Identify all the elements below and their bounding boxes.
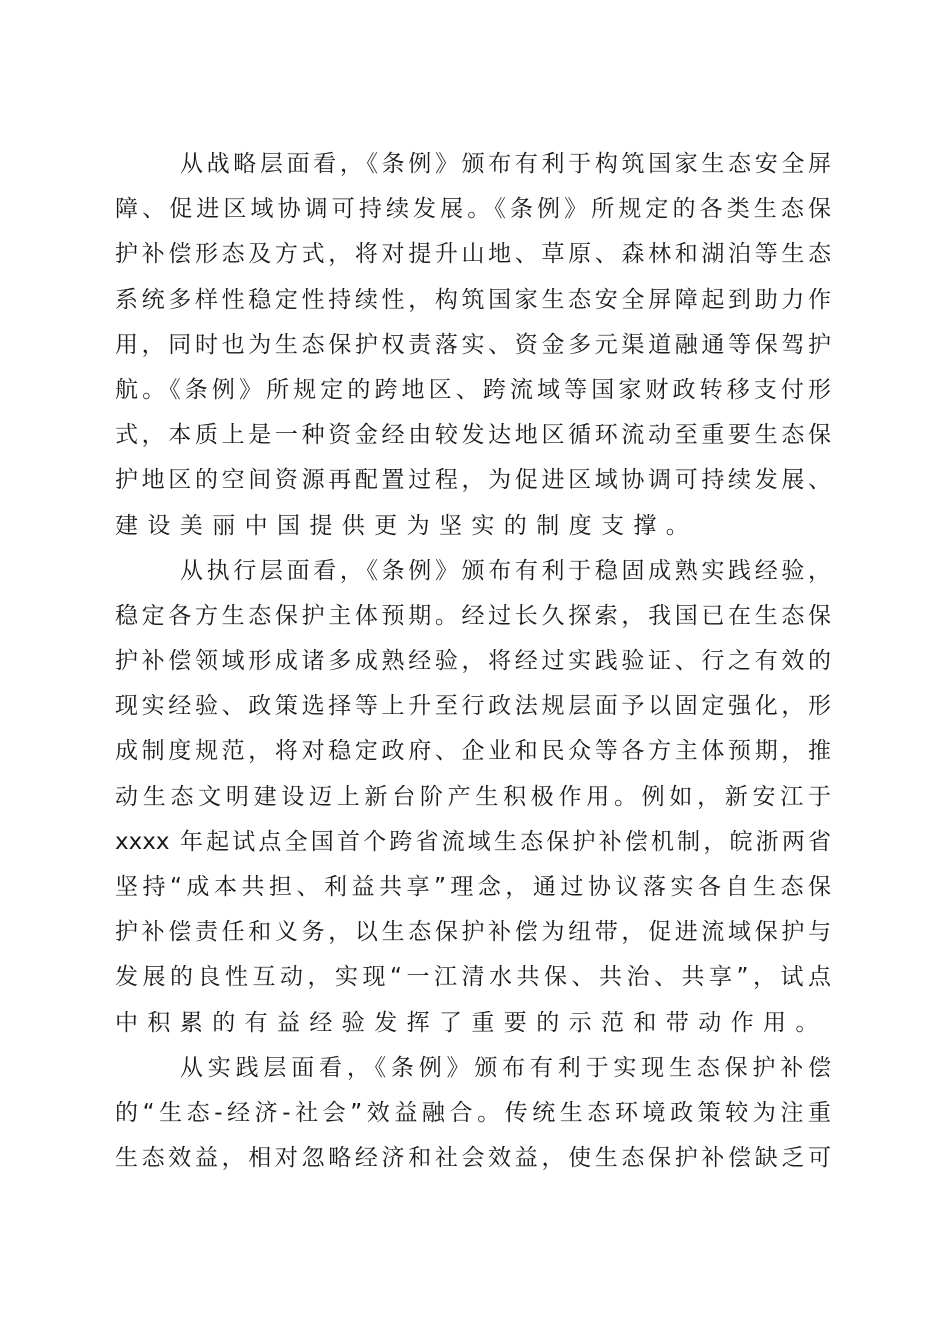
text-line: 从执行层面看，《条例》颁布有利于稳固成熟实践经验，: [180, 557, 831, 584]
text-line: 从战略层面看，《条例》颁布有利于构筑国家生态安全屏: [180, 151, 831, 177]
text-line: 障、促进区域协调可持续发展。《条例》所规定的各类生态保: [115, 196, 831, 223]
text-line: 发展的良性互动，实现“一江清水共保、共治、共享”，试点: [115, 964, 831, 991]
text-line: 生态效益，相对忽略经济和社会效益，使生态保护补偿缺乏可: [115, 1145, 831, 1172]
paragraph-execution-level: [115, 549, 831, 1046]
text-line: 航。《条例》所规定的跨地区、跨流域等国家财政转移支付形: [115, 376, 831, 403]
text-line: 护地区的空间资源再配置过程，为促进区域协调可持续发展、: [115, 467, 831, 494]
paragraph-practice-level: [115, 1046, 831, 1182]
text-line: 坚持“成本共担、利益共享”理念，通过协议落实各自生态保: [115, 874, 831, 900]
text-line: 建设美丽中国提供更为坚实的制度支撑。: [115, 512, 699, 539]
text-line: 现实经验、政策选择等上升至行政法规层面予以固定强化，形: [115, 693, 831, 720]
document-page: [115, 142, 831, 1181]
text-line: 动生态文明建设迈上新台阶产生积极作用。例如，新安江于: [115, 783, 831, 810]
text-line: xxxx 年起试点全国首个跨省流域生态保护补偿机制，皖浙两省: [115, 828, 831, 855]
text-line: 系统多样性稳定性持续性，构筑国家生态安全屏障起到助力作: [115, 286, 831, 313]
text-line: 成制度规范，将对稳定政府、企业和民众等各方主体预期，推: [115, 738, 831, 765]
paragraph-strategic-level: [115, 142, 831, 549]
text-line: 式，本质上是一种资金经由较发达地区循环流动至重要生态保: [115, 422, 831, 449]
text-line: 稳定各方生态保护主体预期。经过长久探索，我国已在生态保: [115, 602, 831, 629]
text-line: 中积累的有益经验发挥了重要的示范和带动作用。: [115, 1009, 828, 1036]
text-line: 的“生态-经济-社会”效益融合。传统生态环境政策较为注重: [115, 1099, 831, 1126]
text-line: 从实践层面看，《条例》颁布有利于实现生态保护补偿: [180, 1054, 831, 1081]
text-line: 护补偿形态及方式，将对提升山地、草原、森林和湖泊等生态: [115, 241, 831, 268]
text-line: 护补偿责任和义务，以生态保护补偿为纽带，促进流域保护与: [115, 919, 831, 946]
text-line: 用，同时也为生态保护权责落实、资金多元渠道融通等保驾护: [115, 331, 831, 358]
text-line: 护补偿领域形成诸多成熟经验，将经过实践验证、行之有效的: [115, 648, 831, 675]
